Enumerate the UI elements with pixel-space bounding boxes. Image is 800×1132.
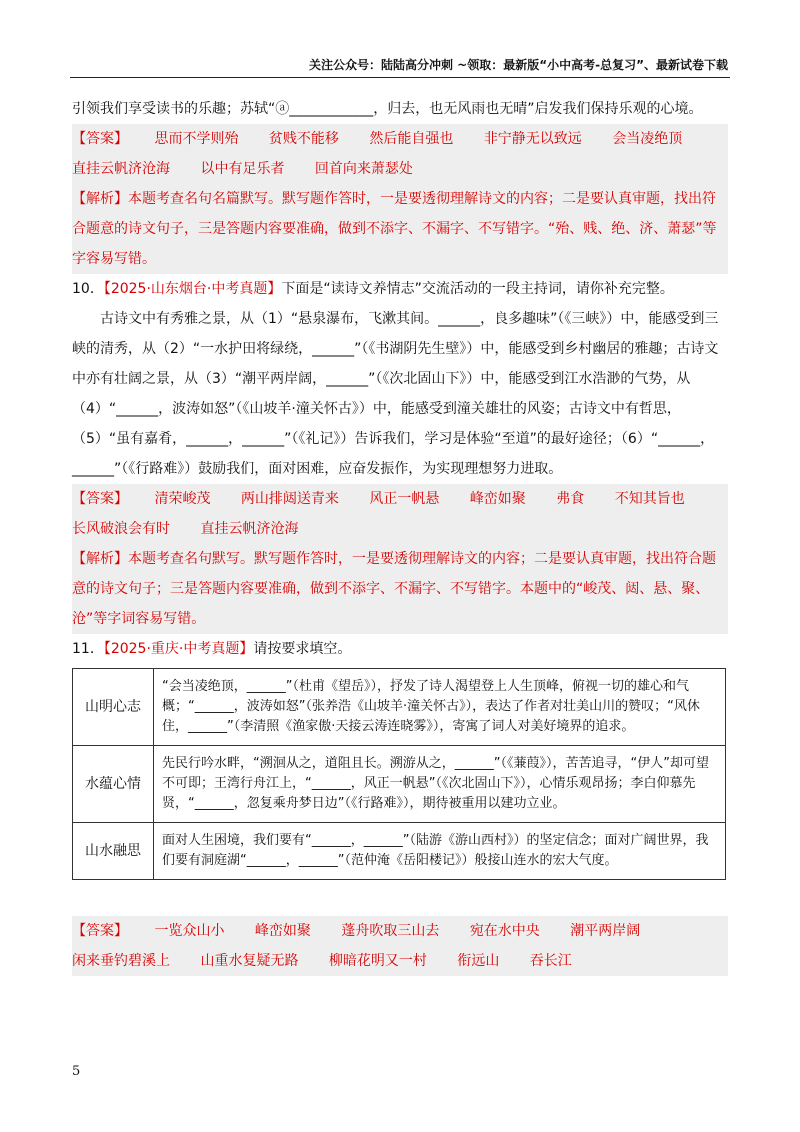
answer-item: 非宁静无以致远 <box>483 131 582 147</box>
fill-in-table <box>72 668 726 880</box>
answer-item: 峰峦如聚 <box>469 491 526 507</box>
answer-item: 两山排闼送青来 <box>240 491 339 507</box>
row-text: 面对人生困境，我们要有“______，______”（陆游《游山西村》）的坚定信念；面对广阔世界，我们要有洞庭湖“______，______”（范仲淹《岳阳楼记》）般接山连水的宏大气度。 <box>154 823 726 880</box>
row-text: 先民行吟水畔，“溯洄从之，道阻且长。溯游从之，______”（《蒹葭》），苦苦追寻，“伊人”却可望不可即；王湾行舟江上，“______，风正一帆悬”（《次北固山下》），心情乐观昂扬；李白仰慕先贤，“______，忽复乘舟梦日边”（《行路难》），期待被重用以建功立业。 <box>154 746 726 823</box>
answer-item: 回首向来萧瑟处 <box>314 161 413 177</box>
row-text: “会当凌绝顶，______”（杜甫《望岳》），抒发了诗人渴望登上人生顶峰，俯视一切的雄心和气概；“______，波涛如怒”（张养浩《山坡羊·潼关怀古》），表达了作者对壮美山川的赞叹；“风休住，______”（李清照《渔家傲·天接云涛连晓雾》），寄寓了词人对美好境界的追求。 <box>154 669 726 746</box>
table-row <box>73 823 726 880</box>
answer-item: 会当凌绝顶 <box>612 131 683 147</box>
analysis-text: 【解析】本题考查名句默写。默写题作答时，一是要透彻理解诗文的内容；二是要认真审题，找出符合题意的诗文句子；三是答题内容要准确，做到不添字、不漏字、不写错字。本题中的“峻茂、闼、悬、聚、沧”等字词容易写错。 <box>72 551 716 627</box>
page-header: 关注公众号：陆陆高分冲刺 ~领取：最新版“小中高考-总复习”、最新试卷下载 <box>309 58 728 72</box>
row-heading: 山水融思 <box>73 823 154 880</box>
question-number: 11． <box>72 641 104 657</box>
answer-item: 以中有足乐者 <box>200 161 285 177</box>
answer-item: 然后能自强也 <box>369 131 454 147</box>
answer-tag: 【答案】 <box>72 923 128 939</box>
answer-item: 清荣峻茂 <box>154 491 211 507</box>
row-heading: 山明心志 <box>73 669 154 746</box>
answer-item: 衔远山 <box>457 953 500 969</box>
question-source: 【2025·重庆·中考真题】 <box>103 641 254 657</box>
question-10-stem <box>72 274 728 304</box>
answer-item: 闲来垂钓碧溪上 <box>72 953 170 969</box>
answer-item: 思而不学则殆 <box>154 131 239 147</box>
answer-item: 吞长江 <box>529 953 572 969</box>
question-10-body: 古诗文中有秀雅之景，从（1）“悬泉瀑布，飞漱其间。______，良多趣味”（《三峡》）中，能感受到三峡的清秀，从（2）“一水护田将绿绕，______”（《书湖阴先生壁》）中，能感受到乡村幽居的雅趣；古诗文中亦有壮阔之景，从（3）“潮平两岸阔，______”（《次北固山下》）中，能感受到江水浩渺的气势，从（4）“______，波涛如怒”（《山坡羊·潼关怀古》）中，能感受到潼关雄壮的风姿；古诗文中有哲思，（5）“虽有嘉肴，______，______”（《礼记》）告诉我们，学习是体验“至道”的最好途径；（6）“______，______”（《行路难》）鼓励我们，面对困难，应奋发振作，为实现理想努力进取。 <box>72 311 719 477</box>
answer-item: 宛在水中央 <box>469 923 540 939</box>
answer-item: 山重水复疑无路 <box>200 953 299 969</box>
intro-line: 引领我们享受读书的乐趣；苏轼“ⓐ____________，归去，也无风雨也无晴”启发我们保持乐观的心境。 <box>72 101 703 117</box>
answer-item: 弗食 <box>556 491 585 507</box>
answer-item: 长风破浪会有时 <box>72 521 170 537</box>
question-prompt: 下面是“读诗文养情志”交流活动的一段主持词，请你补充完整。 <box>281 281 674 297</box>
answer-item: 潮平两岸阔 <box>570 923 641 939</box>
answer-tag: 【答案】 <box>72 131 128 147</box>
question-number: 10． <box>72 281 104 297</box>
table-row <box>73 669 726 746</box>
answer-item: 直挂云帆济沧海 <box>72 161 170 177</box>
spacer <box>72 880 728 916</box>
q11-answer-block <box>72 916 728 976</box>
answer-item: 峰峦如聚 <box>254 923 311 939</box>
answer-item: 直挂云帆济沧海 <box>200 521 299 537</box>
header-divider <box>70 77 730 78</box>
row-heading: 水蕴心情 <box>73 746 154 823</box>
table-row <box>73 746 726 823</box>
question-11-stem <box>72 634 728 664</box>
question-prompt: 请按要求填空。 <box>253 641 352 657</box>
answer-item: 风正一帆悬 <box>369 491 440 507</box>
answer-tag: 【答案】 <box>72 491 128 507</box>
answer-item: 不知其旨也 <box>614 491 685 507</box>
page-content <box>72 94 728 976</box>
answer-item: 一览众山小 <box>154 923 225 939</box>
question-source: 【2025·山东烟台·中考真题】 <box>103 281 282 297</box>
answer-item: 贫贱不能移 <box>268 131 339 147</box>
page-number: 5 <box>72 1064 81 1079</box>
q10-answer-block <box>72 484 728 634</box>
answer-item: 柳暗花明又一村 <box>328 953 427 969</box>
answer-item: 蓬舟吹取三山去 <box>341 923 440 939</box>
analysis-text: 【解析】本题考查名句名篇默写。默写题作答时，一是要透彻理解诗文的内容；二是要认真审题，找出符合题意的诗文句子，三是答题内容要准确，做到不添字、不漏字、不写错字。“殆、贱、绝、济、萧瑟”等字容易写错。 <box>72 191 717 267</box>
q9-answer-block <box>72 124 728 274</box>
